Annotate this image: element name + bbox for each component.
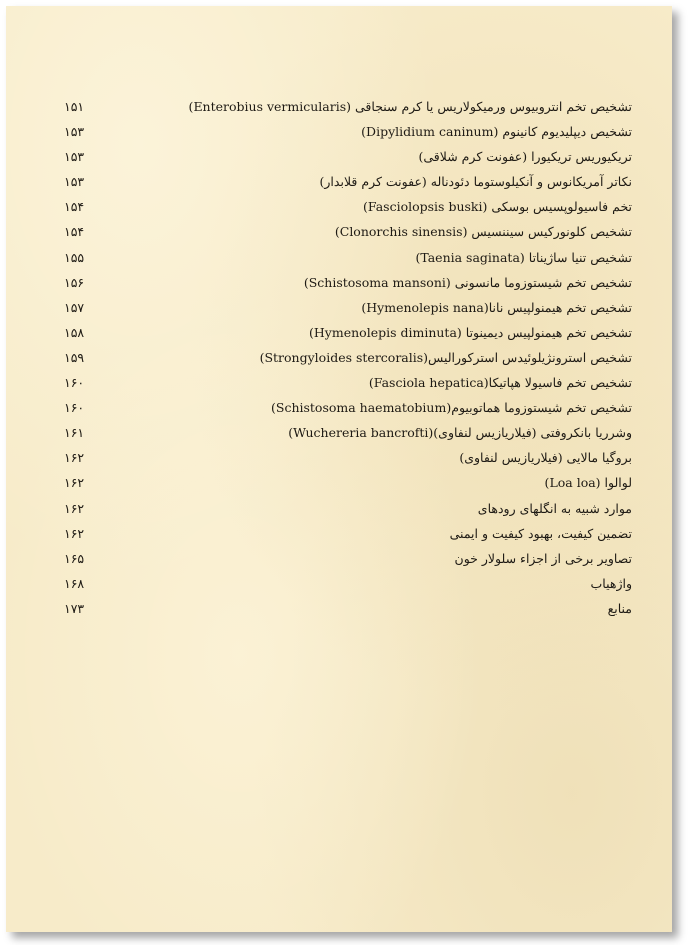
toc-page-number: ۱۵۸ <box>64 324 85 340</box>
toc-page-number: ۱۶۲ <box>64 450 85 466</box>
toc-entry[interactable] <box>64 370 632 395</box>
toc-entry-title: موارد شبیه به انگلهای رودهای <box>477 500 632 516</box>
toc-entry[interactable] <box>64 496 632 521</box>
toc-entry-title: تضمین کیفیت، بهبود کیفیت و ایمنی <box>449 525 632 541</box>
toc-page-number: ۱۵۳ <box>64 124 85 140</box>
toc-entry[interactable] <box>64 219 632 244</box>
toc-entry-title: تشخیص کلونورکیس سیننسیس (Clonorchis sinensis) <box>334 224 632 240</box>
toc-page-number: ۱۶۵ <box>64 550 85 566</box>
toc-entry[interactable] <box>64 470 632 495</box>
toc-page-number: ۱۶۰ <box>64 375 85 391</box>
toc-entry[interactable] <box>64 144 632 169</box>
toc-page-number: ۱۵۳ <box>64 174 85 190</box>
toc-page-number: ۱۵۹ <box>64 349 85 365</box>
toc-entry-title: نکاتر آمریکانوس و آنکیلوستوما دئودناله (عفونت کرم قلابدار) <box>319 174 632 190</box>
toc-entry[interactable] <box>64 320 632 345</box>
toc-entry[interactable] <box>64 345 632 370</box>
toc-page-number: ۱۶۰ <box>64 400 85 416</box>
document-page <box>6 6 672 932</box>
toc-page-number: ۱۶۲ <box>64 525 85 541</box>
toc-entry[interactable] <box>64 119 632 144</box>
toc-entry-title: تشخیص تنیا ساژیناتا (Taenia saginata) <box>415 249 632 265</box>
toc-page-number: ۱۷۳ <box>64 600 85 616</box>
toc-page-number: ۱۵۴ <box>64 199 85 215</box>
toc-page-number: ۱۵۷ <box>64 299 85 315</box>
toc-page-number: ۱۶۱ <box>64 425 85 441</box>
toc-entry-title: تشخیص استرونژیلوئیدس استرکورالیس(Strongyloides stercoralis) <box>259 349 632 365</box>
table-of-contents <box>64 94 632 621</box>
toc-entry[interactable] <box>64 571 632 596</box>
toc-entry-title: تخم فاسیولوپسیس بوسکی (Fasciolopsis buski) <box>363 199 632 215</box>
toc-page-number: ۱۵۱ <box>64 99 85 114</box>
toc-entry-title: منابع <box>607 600 632 616</box>
toc-entry-title: واژهیاب <box>590 575 632 591</box>
toc-entry[interactable] <box>64 596 632 621</box>
toc-entry[interactable] <box>64 194 632 219</box>
toc-page-number: ۱۶۲ <box>64 475 85 491</box>
toc-entry-title: تشخیص دیپلیدیوم کانینوم (Dipylidium caninum) <box>361 124 632 140</box>
toc-entry-title: تشخیص تخم فاسیولا هپاتیکا(Fasciola hepatica) <box>368 375 632 391</box>
toc-entry[interactable] <box>64 270 632 295</box>
toc-page-number: ۱۵۴ <box>64 224 85 240</box>
toc-entry[interactable] <box>64 395 632 420</box>
toc-entry[interactable] <box>64 546 632 571</box>
toc-entry[interactable] <box>64 295 632 320</box>
toc-entry-title: بروگیا مالایی (فیلاریازیس لنفاوی) <box>459 450 632 466</box>
toc-entry[interactable] <box>64 445 632 470</box>
toc-page-number: ۱۵۶ <box>64 274 85 290</box>
toc-page-number: ۱۶۲ <box>64 500 85 516</box>
toc-entry-title: تصاویر برخی از اجزاء سلولار خون <box>454 550 632 566</box>
toc-entry-title: وشرریا بانکروفتی (فیلاریازیس لنفاوی)(Wuchereria bancrofti) <box>288 425 632 441</box>
toc-entry-title: تشخیص تخم هیمنولپیس نانا(Hymenolepis nana) <box>361 299 632 315</box>
toc-entry-title: تشخیص تخم انتروبیوس ورمیکولاریس یا کرم سنجاقی (Enterobius vermicularis) <box>188 99 632 114</box>
toc-entry-title: تریکیوریس تریکیورا (عفونت کرم شلاقی) <box>418 149 632 165</box>
toc-entry-title: تشخیص تخم هیمنولپیس دیمینوتا (Hymenolepis diminuta) <box>309 324 632 340</box>
toc-entry-title: تشخیص تخم شیستوزوما هماتوبیوم(Schistosoma haematobium) <box>270 400 632 416</box>
toc-entry[interactable] <box>64 169 632 194</box>
toc-page-number: ۱۵۳ <box>64 149 85 165</box>
toc-entry[interactable] <box>64 420 632 445</box>
toc-entry[interactable] <box>64 521 632 546</box>
toc-entry[interactable] <box>64 245 632 270</box>
toc-page-number: ۱۵۵ <box>64 249 85 265</box>
toc-entry-title: تشخیص تخم شیستوزوما مانسونی (Schistosoma mansoni) <box>303 274 632 290</box>
toc-entry[interactable] <box>64 94 632 119</box>
toc-entry-title: لوالوا (Loa loa) <box>544 475 632 491</box>
toc-page-number: ۱۶۸ <box>64 575 85 591</box>
